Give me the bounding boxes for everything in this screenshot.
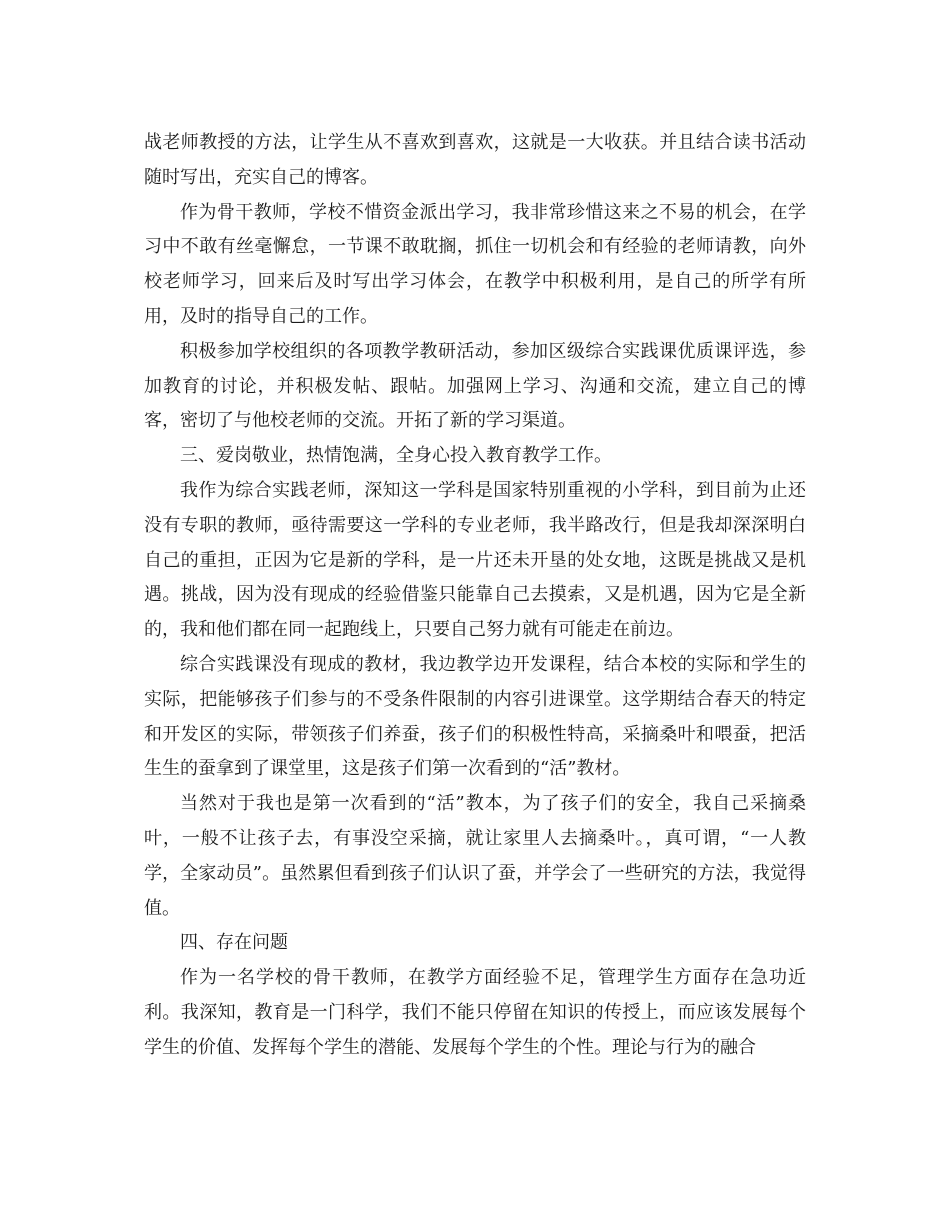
document-body — [144, 126, 806, 1066]
paragraph-3: 积极参加学校组织的各项教学教研活动，参加区级综合实践课优质课评选，参加教育的讨论，并积极发帖、跟帖。加强网上学习、沟通和交流，建立自己的博客，密切了与他校老师的交流。开拓了新的学习渠道。 — [144, 340, 806, 432]
paragraph-2: 作为骨干教师，学校不惜资金派出学习，我非常珍惜这来之不易的机会，在学习中不敢有丝毫懈怠，一节课不敢耽搁，抓住一切机会和有经验的老师请教，向外校老师学习，回来后及时写出学习体会，在教学中积极利用，是自己的所学有所用，及时的指导自己的工作。 — [144, 201, 806, 327]
paragraph-5: 我作为综合实践老师，深知这一学科是国家特别重视的小学科，到目前为止还没有专职的教师，亟待需要这一学科的专业老师，我半路改行，但是我却深深明白自己的重担，正因为它是新的学科，是一片还未开垦的处女地，这既是挑战又是机遇。挑战，因为没有现成的经验借鉴只能靠自己去摸索，又是机遇，因为它是全新的，我和他们都在同一起跑线上，只要自己努力就有可能走在前边。 — [144, 479, 806, 641]
paragraph-7: 当然对于我也是第一次看到的“活”教本，为了孩子们的安全，我自己采摘桑叶，一般不让孩子去，有事没空采摘，就让家里人去摘桑叶。，真可谓，“一人教学，全家动员”。虽然累但看到孩子们认识了蚕，并学会了一些研究的方法，我觉得值。 — [144, 793, 806, 919]
paragraph-6: 综合实践课没有现成的教材，我边教学边开发课程，结合本校的实际和学生的实际，把能够孩子们参与的不受条件限制的内容引进课堂。这学期结合春天的特定和开发区的实际，带领孩子们养蚕，孩子们的积极性特高，采摘桑叶和喂蚕，把活生生的蚕拿到了课堂里，这是孩子们第一次看到的“活”教材。 — [144, 653, 806, 780]
paragraph-1: 战老师教授的方法，让学生从不喜欢到喜欢，这就是一大收获。并且结合读书活动随时写出，充实自己的博客。 — [144, 132, 806, 188]
section-heading-4: 四、存在问题 — [180, 932, 288, 954]
section-heading-3: 三、爱岗敬业，热情饱满，全身心投入教育教学工作。 — [180, 445, 612, 467]
paragraph-9: 作为一名学校的骨干教师，在教学方面经验不足，管理学生方面存在急功近利。我深知，教育是一门科学，我们不能只停留在知识的传授上，而应该发展每个学生的价值、发挥每个学生的潜能、发展每个学生的个性。理论与行为的融合 — [144, 967, 806, 1058]
